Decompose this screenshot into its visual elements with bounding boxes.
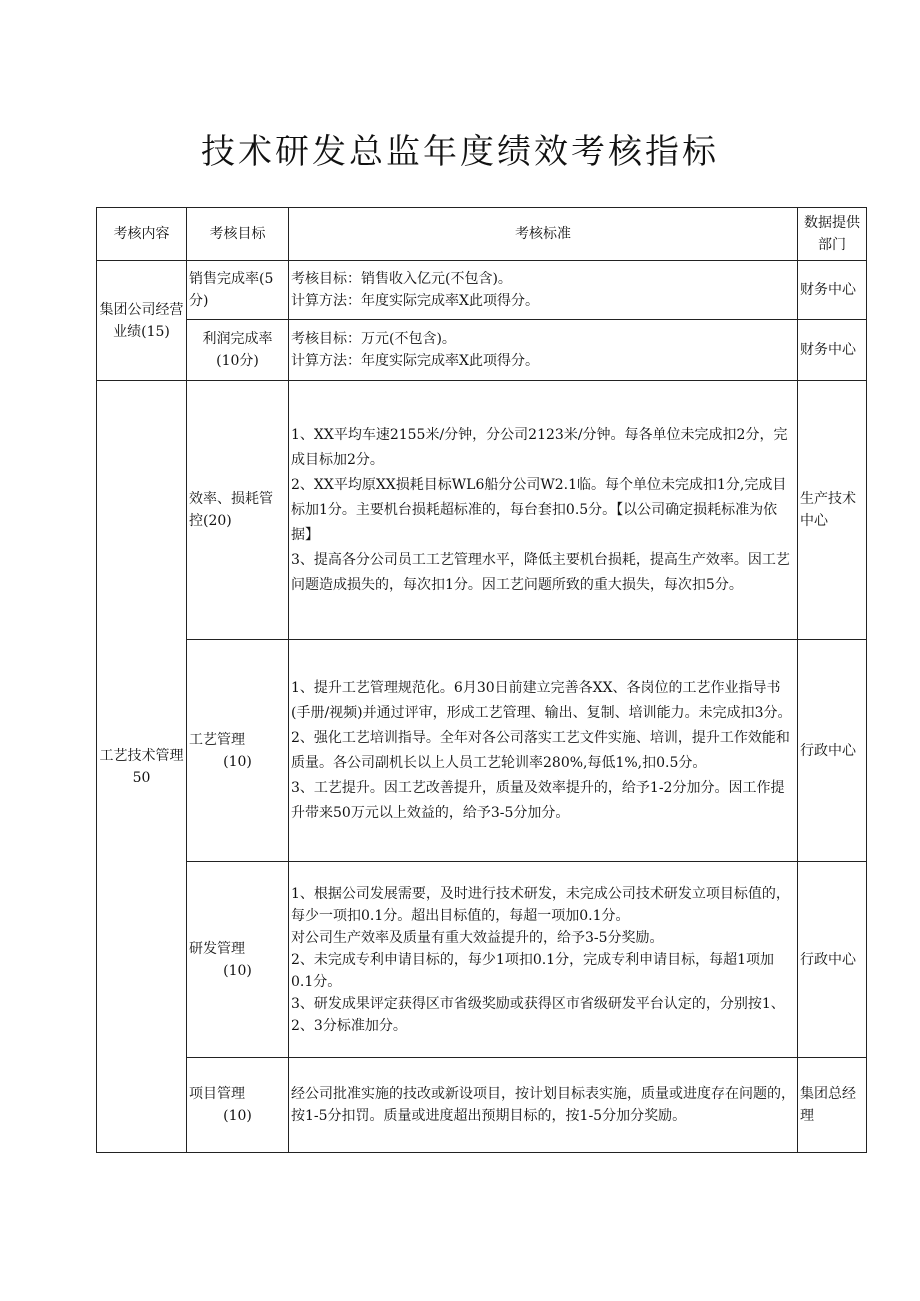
target-cell: 销售完成率(5分) <box>187 261 289 320</box>
target-name: 工艺管理 <box>189 731 245 748</box>
target-score: (10) <box>223 753 252 770</box>
target-score: (10分) <box>216 353 259 369</box>
standard-cell <box>289 1058 798 1153</box>
department-cell: 行政中心 <box>798 862 867 1058</box>
target-name: 利润完成率 <box>202 331 273 347</box>
department-cell: 财务中心 <box>798 320 867 381</box>
standard-cell <box>289 640 798 862</box>
standard-line: 计算方法：年度实际完成率X此项得分。 <box>291 293 539 309</box>
header-content: 考核内容 <box>97 208 187 261</box>
standard-cell <box>289 862 798 1058</box>
header-row <box>97 208 867 261</box>
table-row <box>97 640 867 862</box>
target-cell: 效率、损耗管控(20) <box>187 381 289 640</box>
table-row <box>97 320 867 381</box>
standard-line: 计算方法：年度实际完成率X此项得分。 <box>291 353 539 369</box>
standard-cell <box>289 320 798 381</box>
kpi-table <box>96 207 867 1153</box>
table-row <box>97 381 867 640</box>
category-cell: 集团公司经营业绩(15) <box>97 261 187 381</box>
target-score: (10) <box>223 1108 252 1124</box>
standard-line: 2、XX平均原XX损耗目标WL6船分公司W2.1临。每个单位未完成扣1分,完成目标加1分。主要机台损耗超标准的，每台套扣0.5分。【以公司确定损耗标准为依据】 <box>291 476 787 543</box>
category-cell: 工艺技术管理50 <box>97 381 187 1153</box>
department-cell: 集团总经理 <box>798 1058 867 1153</box>
department-cell: 财务中心 <box>798 261 867 320</box>
table-row <box>97 862 867 1058</box>
standard-cell <box>289 381 798 640</box>
header-standard: 考核标准 <box>289 208 798 261</box>
standard-line: 1、XX平均车速2155米/分钟，分公司2123米/分钟。每各单位未完成扣2分，完成目标加2分。 <box>291 426 788 468</box>
standard-line: 经公司批准实施的技改或新设项目，按计划目标表实施，质量或进度存在问题的，按1-5分扣罚。质量或进度超出预期目标的，按1-5分加分奖励。 <box>291 1086 795 1124</box>
standard-cell <box>289 261 798 320</box>
header-department: 数据提供部门 <box>798 208 867 261</box>
standard-line: 对公司生产效率及质量有重大效益提升的，给予3-5分奖励。 <box>291 929 664 946</box>
target-score: (10) <box>223 962 252 979</box>
page-title: 技术研发总监年度绩效考核指标 <box>201 132 719 172</box>
target-name: 项目管理 <box>189 1086 245 1102</box>
standard-line: 3、工艺提升。因工艺改善提升，质量及效率提升的，给予1-2分加分。因工作提升带来50万元以上效益的，给予3-5分加分。 <box>291 779 785 821</box>
standard-line: 考核目标：销售收入亿元(不包含)。 <box>291 271 512 287</box>
standard-line: 3、提高各分公司员工工艺管理水平，降低主要机台损耗，提高生产效率。因工艺问题造成损失的，每次扣1分。因工艺问题所致的重大损失，每次扣5分。 <box>291 551 790 593</box>
standard-line: 考核目标：万元(不包含)。 <box>291 331 456 347</box>
target-cell <box>187 320 289 381</box>
standard-line: 1、提升工艺管理规范化。6月30日前建立完善各XX、各岗位的工艺作业指导书(手册/视频)并通过评审，形成工艺管理、输出、复制、培训能力。未完成扣3分。 <box>291 679 792 721</box>
target-name: 研发管理 <box>189 940 245 957</box>
target-cell <box>187 862 289 1058</box>
department-cell: 生产技术中心 <box>798 381 867 640</box>
standard-line: 1、根据公司发展需要，及时进行技术研发，未完成公司技术研发立项目标值的，每少一项扣0.1分。超出目标值的，每超一项加0.1分。 <box>291 885 790 924</box>
target-cell <box>187 1058 289 1153</box>
target-cell <box>187 640 289 862</box>
table-row <box>97 1058 867 1153</box>
header-target: 考核目标 <box>187 208 289 261</box>
standard-line: 2、强化工艺培训指导。全年对各公司落实工艺文件实施、培训，提升工作效能和质量。各公司副机长以上人员工艺轮训率280%,每低1%,扣0.5分。 <box>291 729 790 771</box>
table-row <box>97 261 867 320</box>
standard-line: 3、研发成果评定获得区市省级奖励或获得区市省级研发平台认定的，分别按1、2、3分标准加分。 <box>291 995 785 1034</box>
department-cell: 行政中心 <box>798 640 867 862</box>
standard-line: 2、未完成专利申请目标的，每少1项扣0.1分，完成专利申请目标，每超1项加0.1分。 <box>291 951 774 990</box>
